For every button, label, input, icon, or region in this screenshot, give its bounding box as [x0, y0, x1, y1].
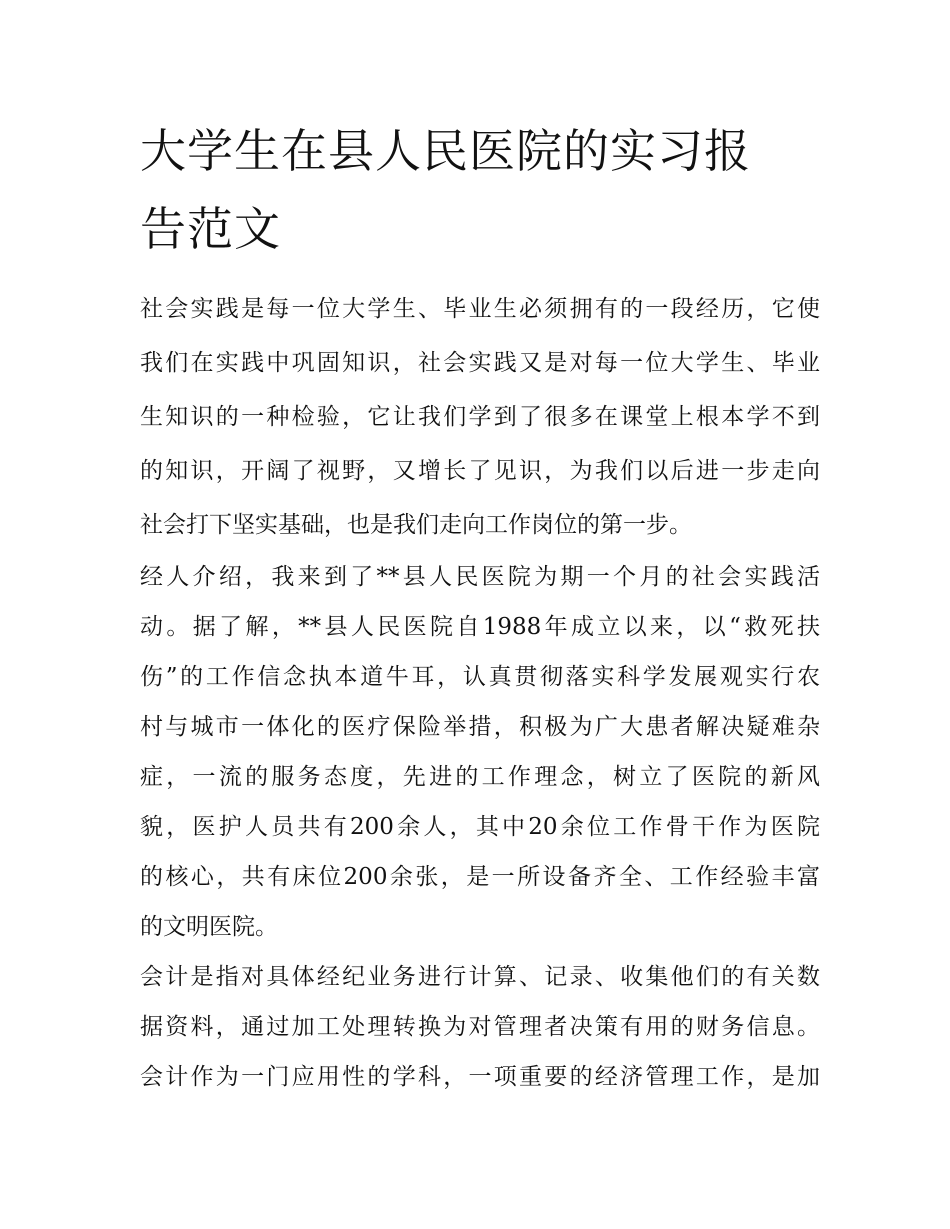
text-line: 的知识，开阔了视野，又增长了见识，为我们以后进一步走向: [140, 458, 820, 484]
text-line: 动。据了解，**县人民医院自1988年成立以来，以“救死扶: [140, 614, 820, 640]
title-line: 大学生在县人民医院的实习报: [140, 124, 751, 178]
text-line: 会计是指对具体经纪业务进行计算、记录、收集他们的有关数: [140, 964, 820, 990]
document-title: [140, 112, 820, 268]
text-line: 社会实践是每一位大学生、毕业生必须拥有的一段经历，它使: [140, 296, 820, 322]
text-line: 社会打下坚实基础，也是我们走向工作岗位的第一步。: [140, 512, 692, 538]
text-line: 会计作为一门应用性的学科，一项重要的经济管理工作，是加: [140, 1064, 820, 1090]
text-line: 我们在实践中巩固知识，社会实践又是对每一位大学生、毕业: [140, 350, 820, 376]
paragraph-hospital-intro: [140, 552, 820, 952]
document-body: [140, 282, 820, 1102]
text-line: 村与城市一体化的医疗保险举措，积极为广大患者解决疑难杂: [140, 714, 820, 740]
paragraph-accounting: [140, 952, 820, 1102]
text-line: 伤”的工作信念执本道牛耳，认真贯彻落实科学发展观实行农: [140, 664, 820, 690]
text-line: 据资料，通过加工处理转换为对管理者决策有用的财务信息。: [140, 1014, 820, 1040]
paragraph-social-practice: [140, 282, 820, 552]
text-line: 的文明医院。: [140, 914, 278, 940]
text-line: 生知识的一种检验，它让我们学到了很多在课堂上根本学不到: [140, 404, 820, 430]
title-line: 告范文: [140, 202, 281, 256]
text-line: 的核心，共有床位200余张，是一所设备齐全、工作经验丰富: [140, 864, 820, 890]
text-line: 貌，医护人员共有200余人，其中20余位工作骨干作为医院: [140, 814, 820, 840]
text-line: 经人介绍，我来到了**县人民医院为期一个月的社会实践活: [140, 564, 820, 590]
text-line: 症，一流的服务态度，先进的工作理念，树立了医院的新风: [140, 764, 820, 790]
